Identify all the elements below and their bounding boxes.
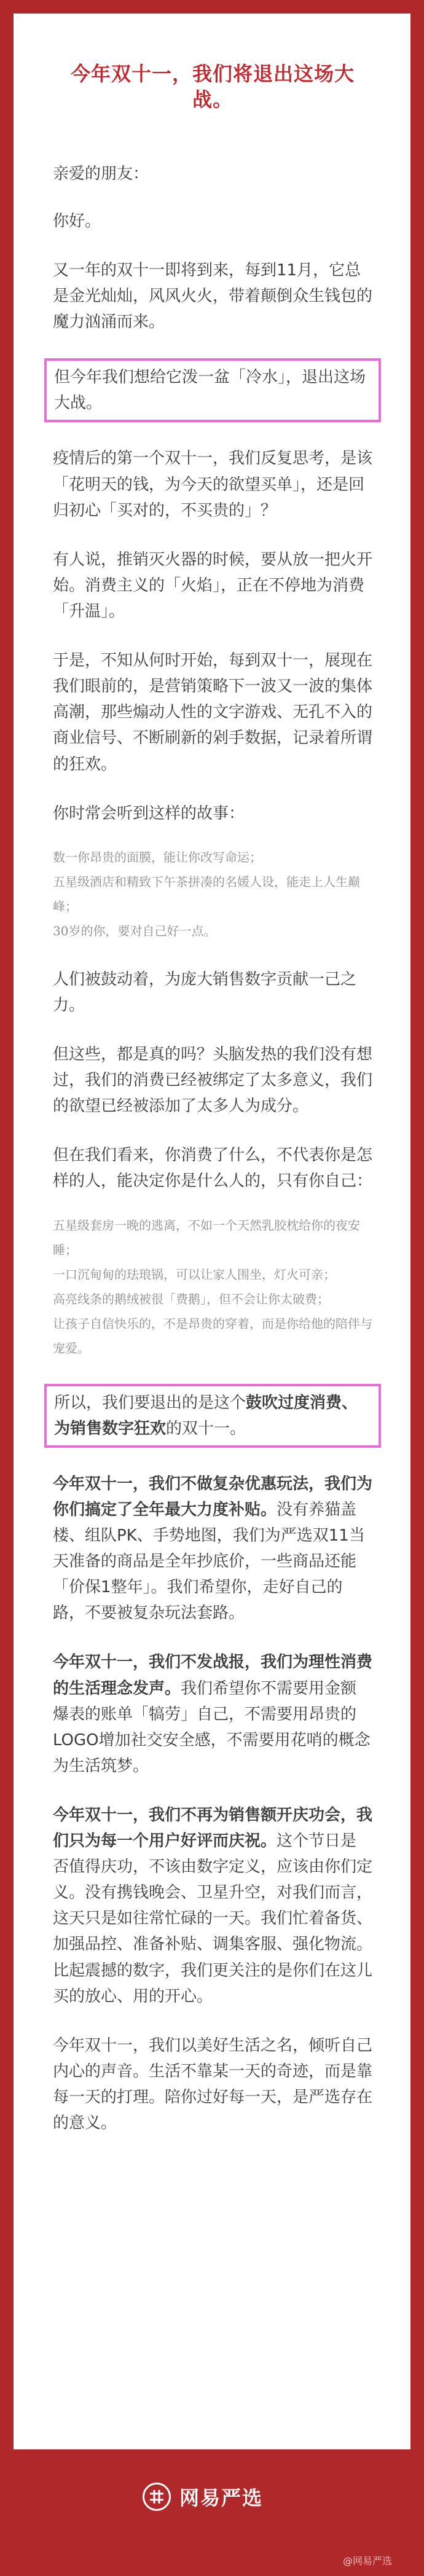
paragraph-1: 又一年的双十一即将到来，每到11月，它总是金光灿灿，风风火火，带着颠倒众生钱包的魔力汹涌而来。 <box>53 261 373 332</box>
celebration-heading: 今年双十一，我们不再为销售额开庆功会，我们只为每一个用户好评而庆祝。 <box>53 1805 373 1851</box>
weibo-watermark: @网易严选 <box>342 2555 392 2567</box>
exit-statement-post: 的双十一。 <box>166 1419 246 1438</box>
exit-statement-bold: 鼓吹过度消费、为销售数字狂欢 <box>54 1393 358 1438</box>
highlight-box-exit-statement <box>44 1384 381 1448</box>
footer-banner <box>14 2449 410 2576</box>
quote-line: 让孩子自信快乐的，不是昂贵的穿着，而是你给他的陪伴与宠爱。 <box>53 1316 372 1356</box>
letter-card <box>14 14 410 2449</box>
paragraph-6: 你时常会听到这样的故事： <box>53 804 245 823</box>
quote-block-1 <box>53 845 372 943</box>
quote-line: 五星级酒店和精致下午茶拼凑的名媛人设，能走上人生巅峰； <box>53 874 360 914</box>
no-report-text: 我们希望你不需要用金额爆表的账单「犒劳」自己，不需要用昂贵的LOGO增加社交安全感，不需要用花哨的概念为生活筑梦。 <box>53 1679 371 1775</box>
subsidy-text: 没有养猫盖楼、组队PK、手势地图，我们为严选双11当天准备的商品是全年抄底价，一些商品还能「价保1整年」。我们希望你，走好自己的路，不要被复杂玩法套路。 <box>53 1500 365 1623</box>
quote-line: 高亮线条的鹅绒被很「费鹅」，但不会让你太破费； <box>53 1291 329 1306</box>
paragraph-no-report <box>53 1649 372 1779</box>
greeting: 你好。 <box>53 211 101 230</box>
exit-statement-pre: 所以，我们要退出的是这个 <box>54 1393 246 1412</box>
subsidy-heading: 今年双十一，我们不做复杂优惠玩法，我们为你们搞定了全年最大力度补贴。 <box>53 1474 373 1519</box>
netease-yanxuan-logo-icon <box>143 2483 171 2511</box>
paragraph-4: 有人说，推销灭火器的时候，要从放一把火开始。消费主义的「火焰」，正在不停地为消费「升温」。 <box>53 550 373 621</box>
quote-block-2 <box>53 1213 372 1361</box>
no-report-heading: 今年双十一，我们不发战报，我们为理性消费的生活理念发声。 <box>53 1653 373 1698</box>
celebration-text: 这个节日是否值得庆功，不该由数字定义，应该由你们定义。没有携钱晚会、卫星升空，对我们而言，这天只是如往常忙碌的一天。我们忙着备货、加强品控、准备补贴、调集客服、强化物流。比起震撼的数字，我们更关注的是你们在这儿买的放心、用的开心。 <box>53 1832 373 2006</box>
paragraph-5: 于是，不知从何时开始，每到双十一，展现在我们眼前的，是营销策略下一波又一波的集体高潮，那些煽动人性的文字游戏、无孔不入的商业信号、不断刷新的剁手数据，记录着所谓的狂欢。 <box>53 651 373 774</box>
quote-line: 数一你昂贵的面膜，能让你改写命运； <box>53 849 262 865</box>
paragraph-9: 但在我们看来，你消费了什么，不代表你是怎样的人，能决定你是什么人的，只有你自己： <box>53 1146 373 1191</box>
quote-line: 30岁的你，要对自己好一点。 <box>53 923 216 938</box>
paragraph-closing: 今年双十一，我们以美好生活之名，倾听自己内心的声音。生活不靠某一天的奇迹，而是靠每一天的打理。陪你过好每一天，是严选存在的意义。 <box>53 2036 373 2133</box>
quote-line: 五星级套房一晚的逃离，不如一个天然乳胶枕给你的夜安睡； <box>53 1217 360 1257</box>
highlight-box-cold-water: 但今年我们想给它泼一盆「冷水」，退出这场大战。 <box>44 358 381 422</box>
brand-lockup <box>143 2483 263 2511</box>
paragraph-celebration <box>53 1802 372 2009</box>
page-title: 今年双十一，我们将退出这场大战。 <box>70 62 355 111</box>
paragraph-subsidy <box>53 1471 372 1627</box>
salutation: 亲爱的朋友： <box>53 165 149 184</box>
paragraph-7: 人们被鼓动着，为庞大销售数字贡献一己之力。 <box>53 970 357 1015</box>
brand-name: 网易严选 <box>179 2486 264 2510</box>
paragraph-8: 但这些，都是真的吗？头脑发热的我们没有想过，我们的消费已经被绑定了太多意义，我们的欲望已经被添加了太多人为成分。 <box>53 1045 373 1116</box>
quote-line: 一口沉甸甸的珐琅锅，可以让家人围坐，灯火可亲； <box>53 1266 336 1282</box>
paragraph-3: 疫情后的第一个双十一，我们反复思考，是该「花明天的钱，为今天的欲望买单」，还是回归初心「买对的，不买贵的」？ <box>53 449 373 520</box>
